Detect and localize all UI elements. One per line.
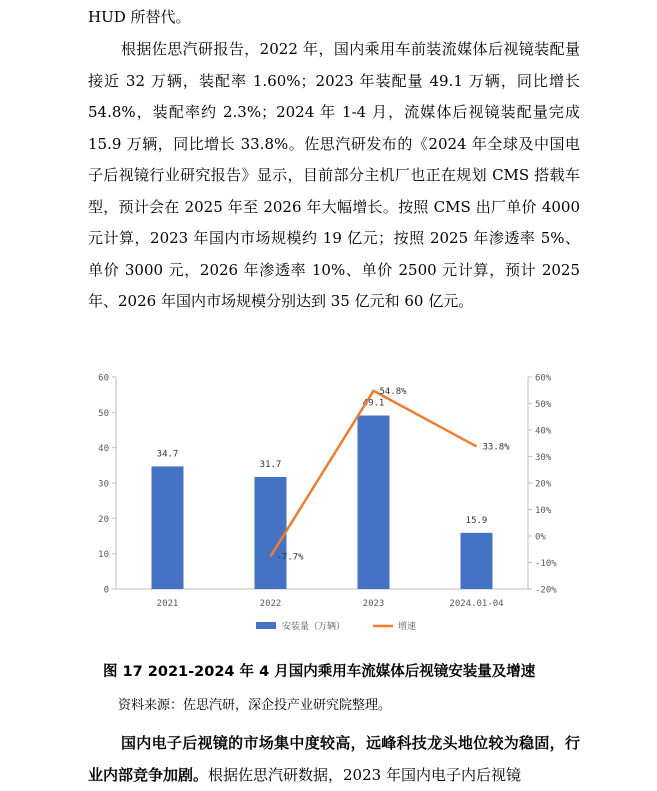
y-right-tick-label: 30% <box>535 453 552 463</box>
y-left-tick-label: 60 <box>98 373 109 384</box>
bar-value-label: 31.7 <box>259 459 282 470</box>
growth-value-label: -7.7% <box>276 552 304 563</box>
x-tick-label: 2024.01-04 <box>449 599 504 609</box>
source-note: 资料来源：佐思汽研，深企投产业研究院整理。 <box>118 698 392 713</box>
y-right-tick-label: 10% <box>535 506 552 516</box>
y-right-tick-label: 50% <box>535 400 552 410</box>
y-right-tick-label: -10% <box>535 559 557 569</box>
x-tick-label: 2021 <box>156 599 179 609</box>
y-right-tick-label: 0% <box>535 532 546 543</box>
market-paragraph: 根据佐思汽研报告，2022 年，国内乘用车前装流媒体后视镜装配量接近 32 万辆，装配率 1.60%；2023 年装配量 49.1 万辆，同比增长 54.8%，装配率约 2.3%；2024 年 1-4 月，流媒体后视镜装配量完成 15.9 万辆，同比增长 33.8%。佐思汽研发布的《2024 年全球及中国电子后视镜行业研究报告》显示，目前部分主机厂也正在规划 CMS 搭载车型，预计会在 2025 年至 2026 年大幅增长。按照 CMS 出厂单价 4000 元计算，2023 年国内市场规模约 19 亿元；按照 2025 年渗透率 5%、单价 3000 元，2026 年渗透率 10%、单价 2500 元计算，预计 2025 年、2026 年国内市场规模分别达到 35 亿元和 60 亿元。 <box>88 40 580 310</box>
bar <box>255 477 287 589</box>
bar-value-label: 15.9 <box>465 515 488 526</box>
y-right-tick-label: 60% <box>535 373 552 384</box>
bar <box>461 533 493 589</box>
bold-lead: 国内电子后视镜的市场集中度较高，远峰科技龙头地位较为稳固，行业内部竞争加剧。 <box>88 734 580 784</box>
bar <box>152 466 184 589</box>
figure-caption: 图 17 2021-2024 年 4 月国内乘用车流媒体后视镜安装量及增速 <box>103 664 536 680</box>
bar-value-label: 49.1 <box>362 398 385 409</box>
growth-value-label: 33.8% <box>482 442 510 453</box>
legend-line-label: 增速 <box>398 622 417 632</box>
y-left-tick-label: 0 <box>103 585 109 596</box>
y-right-tick-label: 40% <box>535 426 552 437</box>
bar-value-label: 34.7 <box>156 449 179 460</box>
y-left-tick-label: 50 <box>98 408 109 419</box>
bar <box>358 416 390 589</box>
y-left-tick-label: 10 <box>98 550 109 561</box>
y-right-tick-label: 20% <box>535 479 552 490</box>
legend-bar-label: 安装量（万辆） <box>282 622 346 632</box>
competition-paragraph <box>88 728 580 791</box>
y-right-tick-label: -20% <box>535 585 557 596</box>
y-left-tick-label: 20 <box>98 514 109 525</box>
chart <box>80 363 580 643</box>
legend-bar-swatch <box>256 622 276 629</box>
x-tick-label: 2022 <box>259 599 282 609</box>
y-left-tick-label: 30 <box>98 479 109 490</box>
paragraph-rest: 根据佐思汽研数据，2023 年国内电子内后视镜 <box>208 765 521 784</box>
x-tick-label: 2023 <box>362 599 385 609</box>
intro-line: HUD 所替代。 <box>88 8 191 26</box>
growth-value-label: 54.8% <box>379 386 407 397</box>
y-left-tick-label: 40 <box>98 444 109 455</box>
